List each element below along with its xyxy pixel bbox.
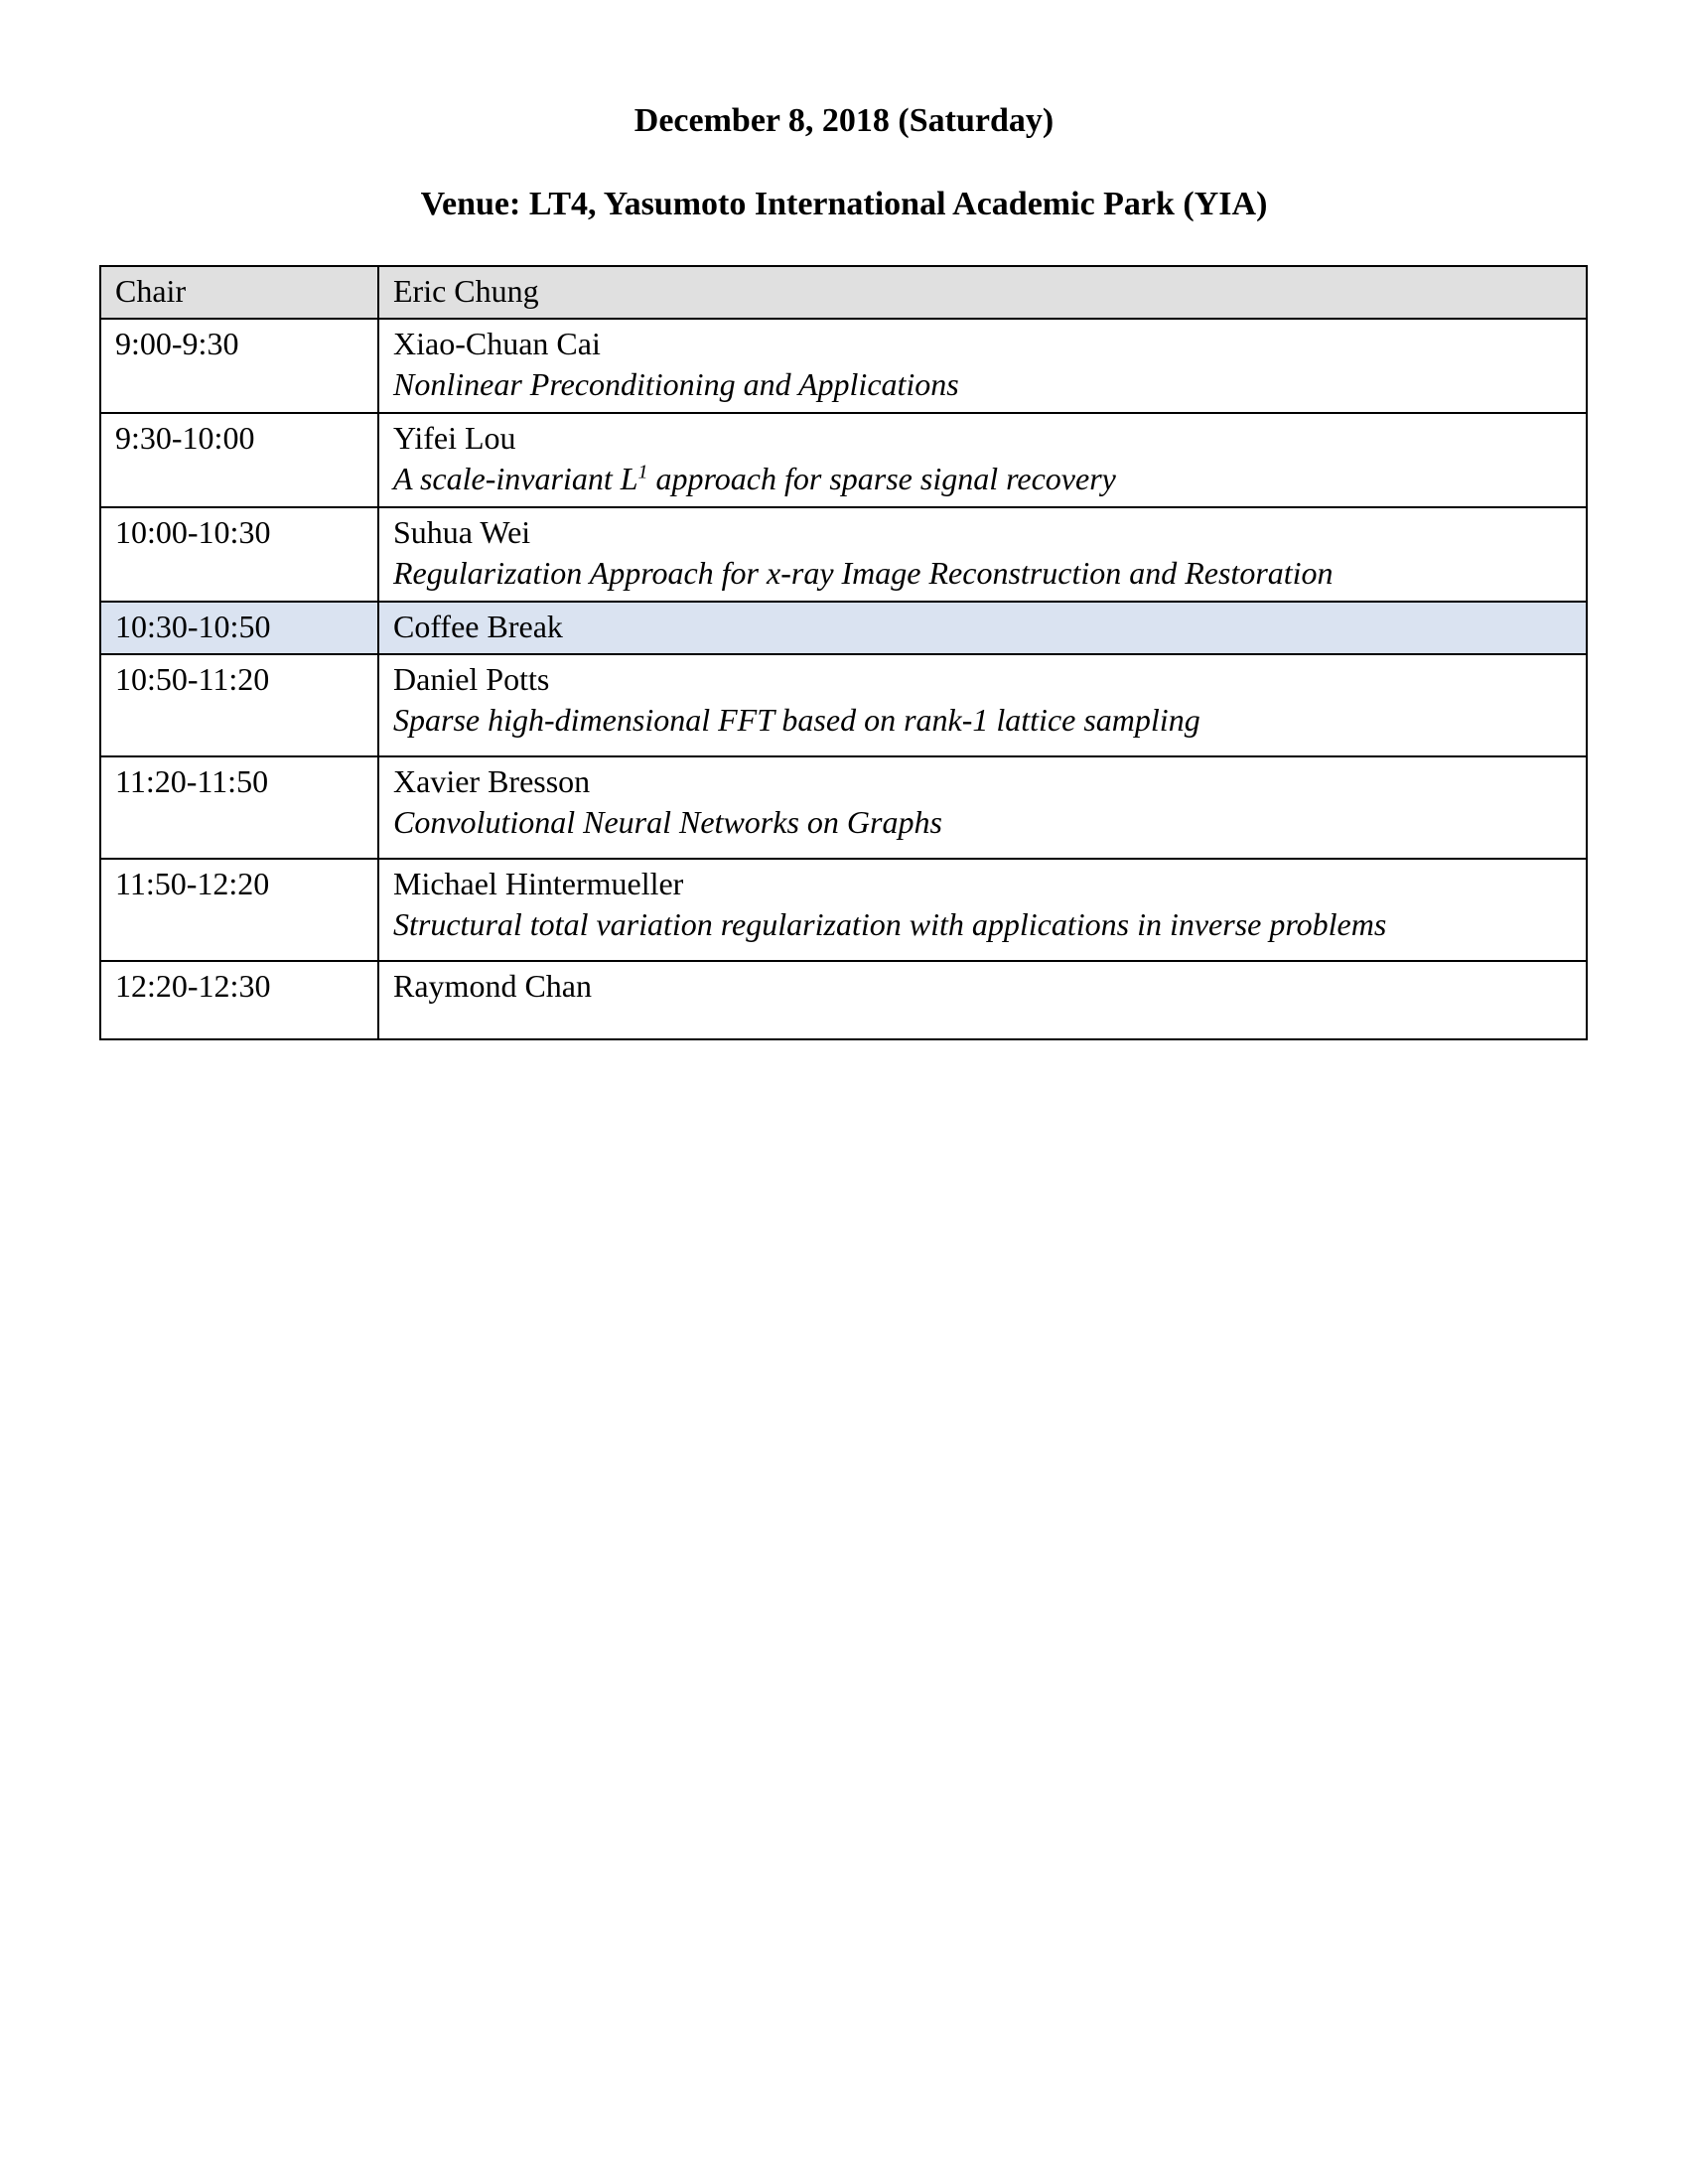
session-time: 9:00-9:30 [100,319,378,413]
session-details [378,507,1587,602]
session-details [378,413,1587,507]
session-row [100,413,1587,507]
talk-title-part: approach for sparse signal recovery [647,461,1116,496]
session-details [378,961,1587,1039]
speaker-name: Suhua Wei [393,514,531,550]
session-time: 11:20-11:50 [100,756,378,859]
talk-title: Sparse high-dimensional FFT based on rank-1 lattice sampling [393,702,1200,738]
chair-label: Chair [100,266,378,319]
talk-title: Structural total variation regularization with applications in inverse problems [393,906,1387,942]
venue-heading: Venue: LT4, Yasumoto International Academic Park (YIA) [420,186,1268,222]
speaker-name: Xiao-Chuan Cai [393,326,601,361]
session-time: 11:50-12:20 [100,859,378,961]
session-details [378,859,1587,961]
chair-row [100,266,1587,319]
speaker-name: Raymond Chan [393,968,592,1004]
session-time: 12:20-12:30 [100,961,378,1039]
session-time: 10:00-10:30 [100,507,378,602]
session-row [100,961,1587,1039]
coffee-break-row [100,602,1587,654]
break-label: Coffee Break [378,602,1587,654]
session-row [100,319,1587,413]
speaker-name: Daniel Potts [393,661,550,697]
session-details [378,319,1587,413]
session-row [100,859,1587,961]
speaker-name: Michael Hintermueller [393,866,684,901]
session-time: 10:50-11:20 [100,654,378,756]
schedule-table [99,265,1588,1040]
session-row [100,507,1587,602]
session-time: 9:30-10:00 [100,413,378,507]
chair-name: Eric Chung [378,266,1587,319]
talk-title [393,459,1572,499]
speaker-name: Yifei Lou [393,420,516,456]
talk-title: Regularization Approach for x-ray Image Reconstruction and Restoration [393,555,1334,591]
page-date-heading: December 8, 2018 (Saturday) [633,102,1055,139]
talk-title: Nonlinear Preconditioning and Applications [393,366,959,402]
talk-title-superscript: 1 [637,461,648,483]
session-details [378,756,1587,859]
speaker-name: Xavier Bresson [393,763,591,799]
session-time: 10:30-10:50 [100,602,378,654]
talk-title-part: A scale-invariant L [393,461,638,496]
session-details [378,654,1587,756]
session-row [100,654,1587,756]
talk-title: Convolutional Neural Networks on Graphs [393,804,942,840]
session-row [100,756,1587,859]
